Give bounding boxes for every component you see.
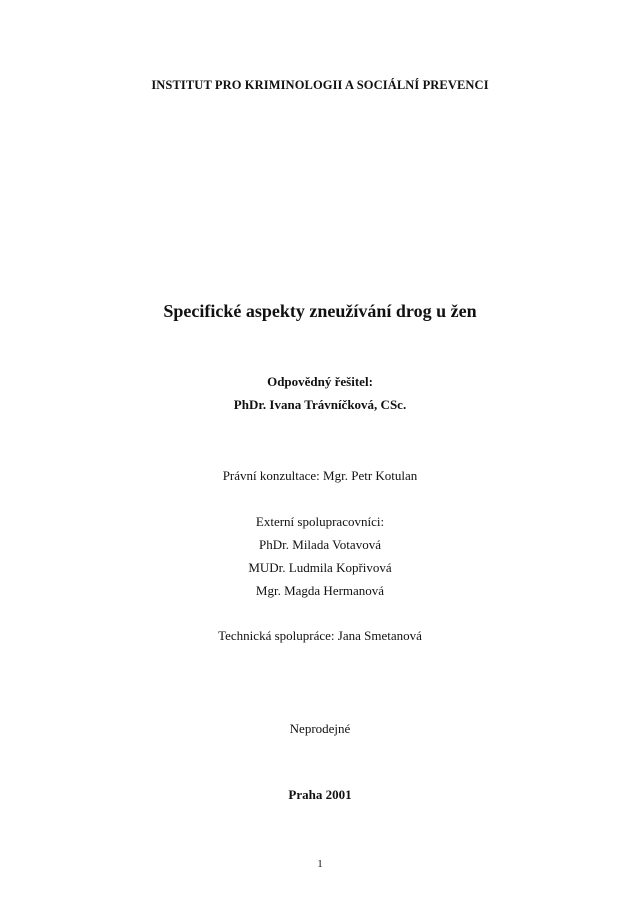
external-member: MUDr. Ludmila Kopřivová	[248, 560, 392, 575]
external-member: Mgr. Magda Hermanová	[255, 583, 385, 598]
not-for-sale: Neprodejné	[289, 721, 351, 736]
responsible-label: Odpovědný řešitel:	[267, 374, 373, 389]
institute-header: INSTITUT PRO KRIMINOLOGII A SOCIÁLNÍ PREVENCI	[151, 78, 489, 92]
document-title: Specifické aspekty zneužívání drog u žen	[163, 301, 477, 321]
page-number: 1	[317, 858, 323, 870]
legal-consultation: Právní konzultace: Mgr. Petr Kotulan	[222, 468, 418, 483]
external-member: PhDr. Milada Votavová	[259, 537, 381, 552]
responsible-name: PhDr. Ivana Trávníčková, CSc.	[233, 397, 407, 412]
place-year: Praha 2001	[288, 787, 352, 802]
external-label: Externí spolupracovníci:	[255, 514, 385, 529]
technical-cooperation: Technická spolupráce: Jana Smetanová	[218, 628, 422, 643]
